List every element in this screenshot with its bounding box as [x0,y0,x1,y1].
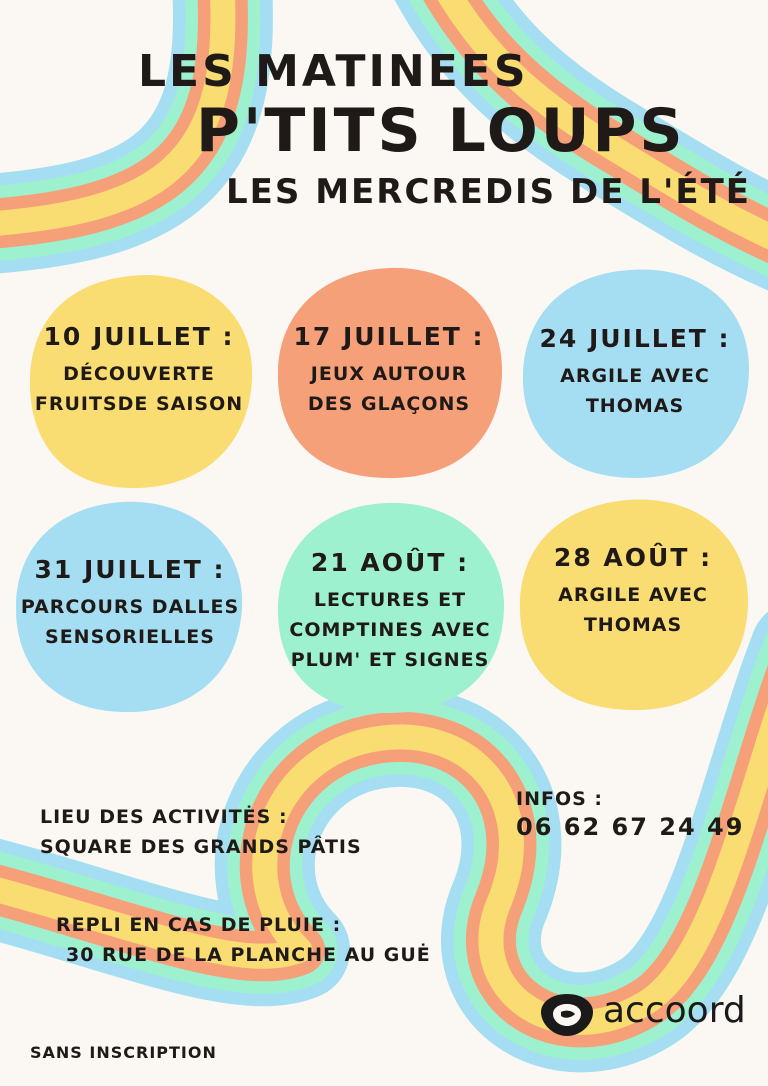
event-date: 31 JUILLET : [34,555,226,584]
event-description: DÉCOUVERTE FRUITSDE SAISON [34,363,244,415]
location-label: LIEU DES ACTIVITĖS : [40,806,288,828]
event-date: 21 AOÛT : [310,548,470,577]
event-5 [270,548,510,675]
event-3 [515,324,755,421]
rain-label: REPLI EN CAS DE PLUIE : [56,914,342,936]
event-2 [270,322,508,419]
accoord-logo-icon [537,988,597,1040]
event-6 [512,543,754,640]
registration-note: SANS INSCRIPTION [30,1043,217,1062]
event-date: 28 AOÛT : [553,543,713,572]
accoord-logo [537,988,752,1040]
event-1 [20,322,258,419]
location-value: SQUARE DES GRANDS PÂTIS [40,836,362,858]
infos-label: INFOS : [516,788,603,810]
event-4 [10,555,250,652]
event-date: 17 JUILLET : [293,322,485,351]
event-description: JEUX AUTOUR DES GLAÇONS [307,363,471,415]
rain-value: 30 RUE DE LA PLANCHE AU GUĖ [66,944,431,966]
title-line-2: P'TITS LOUPS [196,96,686,166]
event-description: ARGILE AVEC THOMAS [558,584,708,636]
phone-number: 06 62 67 24 49 [516,813,745,841]
logo-wordmark: accoord [603,990,746,1031]
title-line-1: LES MATINEES [138,46,529,97]
event-description: LECTURES ET COMPTINES AVEC PLUM' ET SIGNES [289,589,491,671]
event-date: 24 JUILLET : [539,324,731,353]
event-description: PARCOURS DALLES SENSORIELLES [20,596,240,648]
subtitle: LES MERCREDIS DE L'ÉTÉ [226,172,752,212]
event-description: ARGILE AVEC THOMAS [560,365,710,417]
event-date: 10 JUILLET : [43,322,235,351]
